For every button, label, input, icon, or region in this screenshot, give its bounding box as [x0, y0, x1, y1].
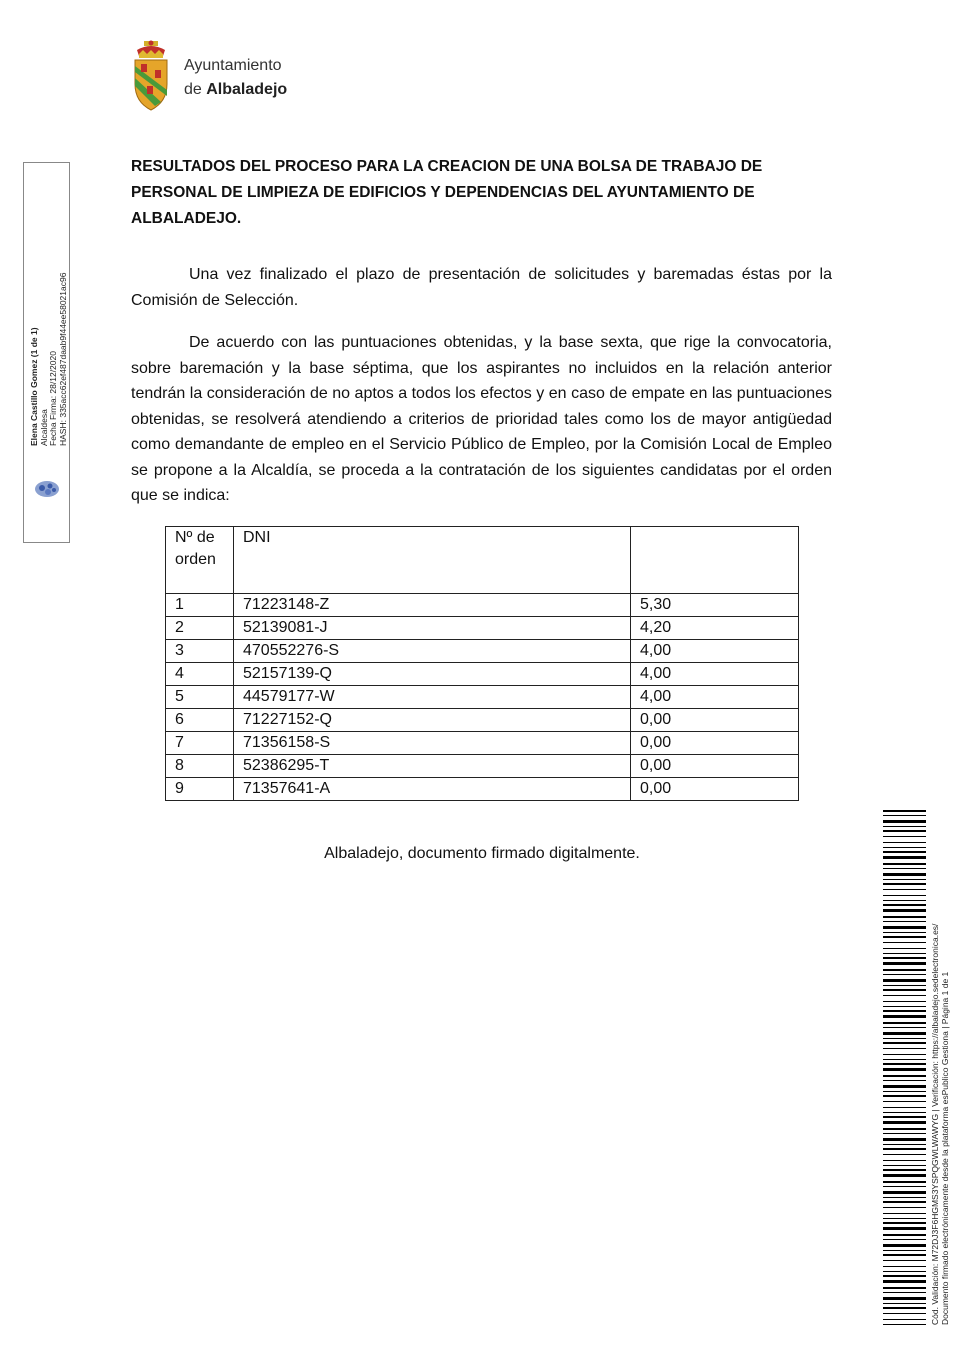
score-cell: 5,30 — [631, 594, 799, 617]
barcode-bar — [883, 1297, 926, 1300]
logo-prefix: de — [184, 81, 202, 98]
barcode-bar — [883, 1133, 926, 1134]
barcode-bar — [883, 1138, 926, 1141]
barcode-bar — [883, 1313, 926, 1314]
header-order: Nº de orden — [166, 527, 234, 594]
barcode-bar — [883, 1154, 926, 1155]
barcode-bar — [883, 1260, 926, 1261]
barcode-bar — [883, 1186, 926, 1187]
barcode-bar — [883, 1207, 926, 1208]
barcode-bar — [883, 916, 926, 918]
barcode-bar — [883, 1319, 926, 1320]
signature-date: Fecha Firma: 28/12/2020 — [48, 351, 58, 446]
barcode-bar — [883, 1038, 926, 1039]
barcode-bar — [883, 1254, 926, 1256]
barcode-bar — [883, 1213, 926, 1214]
document-title: RESULTADOS DEL PROCESO PARA LA CREACION DE UNA BOLSA DE TRABAJO DE PERSONAL DE LIMPIEZA DE EDIFICIOS Y DEPENDENCIAS DEL AYUNTAMIENTO DE ALBALADEJO. — [131, 158, 763, 227]
logo-town-name: Albaladejo — [206, 81, 288, 98]
table-row — [166, 686, 799, 709]
barcode-bar — [883, 1006, 926, 1007]
municipality-logo — [131, 40, 321, 112]
table-row — [166, 709, 799, 732]
barcode-bar — [883, 1160, 926, 1161]
barcode-bar — [883, 889, 926, 890]
barcode-bar — [883, 1197, 926, 1198]
barcode-bar — [883, 1101, 926, 1102]
barcode-bar — [883, 1234, 926, 1236]
barcode-bar — [883, 1222, 926, 1224]
barcode-bar — [883, 879, 926, 880]
barcode-bar — [883, 979, 926, 982]
barcode-bar — [883, 995, 926, 996]
barcode-bar — [883, 1181, 926, 1183]
barcode-bar — [883, 820, 926, 823]
order-cell: 8 — [166, 755, 234, 778]
barcode-bar — [883, 1174, 926, 1177]
signature-hash: HASH: 335acc62ef487daab9f44ee58021ac96 — [57, 272, 68, 446]
barcode-bar — [883, 1165, 926, 1166]
barcode-bar — [883, 1001, 926, 1002]
barcode-bar — [883, 863, 926, 865]
barcode-bar — [883, 810, 926, 812]
barcode-bar — [883, 1307, 926, 1309]
seal-icon — [33, 478, 61, 500]
barcode-bar — [883, 1042, 926, 1044]
dni-cell: 71357641-A — [234, 778, 631, 801]
barcode-bar — [883, 974, 926, 975]
validation-line-2: Documento firmado electrónicamente desde la plataforma esPublico Gestiona | Página 1 de 1 — [940, 971, 950, 1325]
barcode-bar — [883, 1121, 926, 1124]
barcode-bar — [883, 1244, 926, 1247]
order-cell: 1 — [166, 594, 234, 617]
barcode-bar — [883, 1116, 926, 1118]
barcode-bar — [883, 1218, 926, 1219]
signer-name: Elena Castillo Gomez (1 de 1) — [29, 327, 39, 446]
dni-cell: 71223148-Z — [234, 594, 631, 617]
barcode-bar — [883, 1144, 926, 1145]
table-row — [166, 640, 799, 663]
score-cell: 0,00 — [631, 732, 799, 755]
order-cell: 4 — [166, 663, 234, 686]
score-cell: 4,00 — [631, 640, 799, 663]
coat-of-arms-icon — [131, 40, 171, 112]
barcode-bar — [883, 1027, 926, 1028]
order-cell: 9 — [166, 778, 234, 801]
score-cell: 0,00 — [631, 778, 799, 801]
barcode-bar — [883, 1048, 926, 1049]
barcode-bar — [883, 895, 926, 896]
barcode-bar — [883, 1112, 926, 1113]
barcode-bar — [883, 830, 926, 832]
barcode-bar — [883, 989, 926, 991]
barcode-bar — [883, 826, 926, 827]
barcode-bar — [883, 1091, 926, 1092]
barcode-bar — [883, 1068, 926, 1071]
score-cell: 4,00 — [631, 686, 799, 709]
barcode-bar — [883, 1239, 926, 1240]
barcode-bar — [883, 1250, 926, 1251]
header-score — [631, 527, 799, 594]
barcode-bar — [883, 1010, 926, 1012]
order-cell: 7 — [166, 732, 234, 755]
barcode-bar — [883, 873, 926, 876]
barcode-bar — [883, 1292, 926, 1293]
table-row — [166, 755, 799, 778]
barcode-bar — [883, 1324, 926, 1325]
barcode-bar — [883, 1059, 926, 1060]
barcode-bar — [883, 969, 926, 971]
logo-line-ayuntamiento: Ayuntamiento — [184, 57, 282, 74]
barcode-bar — [883, 1169, 926, 1171]
barcode-bar — [883, 1275, 926, 1277]
barcode-bar — [883, 926, 926, 929]
barcode-bar — [883, 1227, 926, 1230]
order-cell: 2 — [166, 617, 234, 640]
table-header-row — [166, 527, 799, 594]
barcode-bar — [883, 1015, 926, 1018]
barcode-bar — [883, 948, 926, 949]
paragraph-intro: Una vez finalizado el plazo de presentación de solicitudes y baremadas éstas por la Comisión de Selección. — [131, 266, 832, 309]
signer-role: Alcaldesa — [38, 409, 49, 446]
header-dni: DNI — [234, 527, 631, 594]
barcode-bar — [883, 1191, 926, 1194]
score-cell: 0,00 — [631, 709, 799, 732]
barcode-bar — [883, 1054, 926, 1055]
table-row — [166, 663, 799, 686]
score-cell: 4,20 — [631, 617, 799, 640]
dni-cell: 52386295-T — [234, 755, 631, 778]
barcode-bar — [883, 942, 926, 943]
dni-cell: 52157139-Q — [234, 663, 631, 686]
paragraph-body: De acuerdo con las puntuaciones obtenidas, y la base sexta, que rige la convocatoria, sobre baremación y la base séptima, que los aspirantes no incluidos en la relación anterior tendrán la consideración de no aptos a todos los efectos y en caso de empate en las puntuaciones obtenidas, se resolverá atendiendo a criterios de prioridad tales como los de mayor antigüedad como demandante de empleo en el Servicio Público de Empleo, por la Comisión Local de Empleo se propone a la Alcaldía, se proceda a la contratación de los siguientes candidatas por el orden que se indica: — [131, 334, 832, 504]
barcode-bar — [883, 842, 926, 843]
barcode-bar — [883, 815, 926, 816]
barcode-bar — [883, 1107, 926, 1108]
barcode-bar — [883, 1287, 926, 1289]
barcode-bar — [883, 836, 926, 837]
barcode-bar — [883, 904, 926, 906]
barcode-bar — [883, 1032, 926, 1035]
barcode-bar — [883, 847, 926, 848]
validation-line-1: Cód. Validación: M72DJ3F6HGMS3YSPQGWLWAWYG | Verificación: https://albaladejo.sedelectronica.es/ — [930, 923, 940, 1325]
dni-cell: 44579177-W — [234, 686, 631, 709]
barcode-bar — [883, 900, 926, 901]
barcode-bar — [883, 909, 926, 912]
dni-cell: 52139081-J — [234, 617, 631, 640]
barcode-bar — [883, 985, 926, 986]
barcode-bar — [883, 851, 926, 853]
barcode-bar — [883, 1280, 926, 1283]
barcode-bar — [883, 1022, 926, 1024]
signature-stamp-text — [30, 241, 68, 446]
candidates-table — [165, 526, 799, 801]
barcode-bar — [883, 883, 926, 885]
dni-cell: 470552276-S — [234, 640, 631, 663]
barcode-bar — [883, 921, 926, 922]
score-cell: 4,00 — [631, 663, 799, 686]
barcode-bar — [883, 1271, 926, 1272]
score-cell: 0,00 — [631, 755, 799, 778]
barcode-bar — [883, 953, 926, 954]
signature-stamp — [23, 162, 70, 543]
validation-text — [930, 805, 950, 1325]
barcode-bar — [883, 1148, 926, 1150]
logo-line-town — [184, 81, 287, 99]
closing-line: Albaladejo, documento firmado digitalmente. — [324, 845, 640, 862]
table-row — [166, 617, 799, 640]
dni-cell: 71356158-S — [234, 732, 631, 755]
order-cell: 3 — [166, 640, 234, 663]
barcode-bar — [883, 1201, 926, 1203]
table-row — [166, 594, 799, 617]
barcode-bar — [883, 856, 926, 859]
barcode-bar — [883, 1128, 926, 1130]
barcode-bar — [883, 1266, 926, 1267]
barcode-bar — [883, 957, 926, 959]
barcode-bar — [883, 868, 926, 869]
order-cell: 5 — [166, 686, 234, 709]
barcode-bar — [883, 1080, 926, 1081]
barcode-bar — [883, 1063, 926, 1065]
table-row — [166, 732, 799, 755]
table-row — [166, 778, 799, 801]
barcode-bar — [883, 1303, 926, 1304]
barcode-icon — [883, 810, 926, 1325]
barcode-bar — [883, 962, 926, 965]
barcode-bar — [883, 936, 926, 938]
barcode-bar — [883, 1075, 926, 1077]
dni-cell: 71227152-Q — [234, 709, 631, 732]
barcode-bar — [883, 1095, 926, 1097]
order-cell: 6 — [166, 709, 234, 732]
barcode-bar — [883, 1085, 926, 1088]
barcode-bar — [883, 932, 926, 933]
